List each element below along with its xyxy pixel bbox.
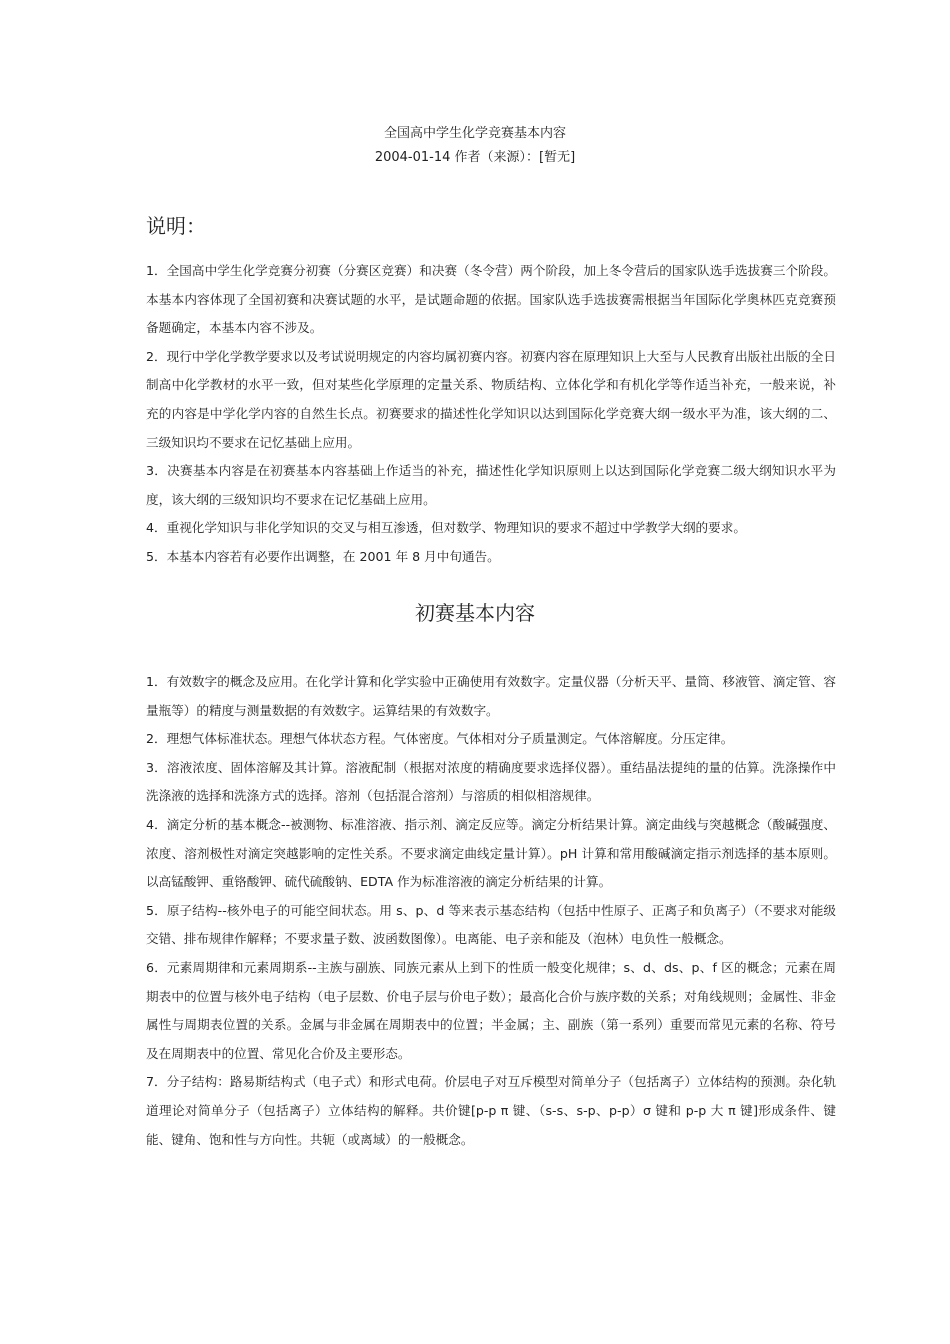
intro-item: 2．现行中学化学教学要求以及考试说明规定的内容均属初赛内容。初赛内容在原理知识上大至与人民教育出版社出版的全日制高中化学教材的水平一致，但对某些化学原理的定量关系、物质结构、立体化学和有机化学等作适当补充，一般来说，补充的内容是中学化学内容的自然生长点。初赛要求的描述性化学知识以达到国际化学竞赛大纲一级水平为准，该大纲的二、三级知识均不要求在记忆基础上应用。: [146, 348, 836, 450]
document-title: 全国高中学生化学竞赛基本内容: [383, 126, 566, 141]
main-item: 2．理想气体标准状态。理想气体状态方程。气体密度。气体相对分子质量测定。气体溶解度。分压定律。: [146, 731, 734, 747]
intro-item: 5．本基本内容若有必要作出调整，在 2001 年 8 月中旬通告。: [146, 548, 500, 564]
intro-item: 1．全国高中学生化学竞赛分初赛（分赛区竞赛）和决赛（冬令营）两个阶段，加上冬令营后的国家队选手选拔赛三个阶段。本基本内容体现了全国初赛和决赛试题的水平，是试题命题的依据。国家队选手选拔赛需根据当年国际化学奥林匹克竞赛预备题确定，本基本内容不涉及。: [146, 263, 836, 336]
intro-item: 3．决赛基本内容是在初赛基本内容基础上作适当的补充，描述性化学知识原则上以达到国际化学竞赛二级大纲知识水平为度，该大纲的三级知识均不要求在记忆基础上应用。: [146, 463, 836, 507]
main-heading: 初赛基本内容: [415, 601, 535, 625]
intro-heading: 说明：: [146, 214, 206, 238]
document-meta: 2004-01-14 作者（来源）：[暂无]: [374, 150, 576, 165]
main-item: 1．有效数字的概念及应用。在化学计算和化学实验中正确使用有效数字。定量仪器（分析天平、量筒、移液管、滴定管、容量瓶等）的精度与测量数据的有效数字。运算结果的有效数字。: [146, 674, 836, 718]
intro-list: [146, 257, 836, 572]
main-item: 6．元素周期律和元素周期系--主族与副族、同族元素从上到下的性质一般变化规律；s、d、ds、p、f 区的概念；元素在周期表中的位置与核外电子结构（电子层数、价电子层与价电子数）；最高化合价与族序数的关系；对角线规则；金属性、非金属性与周期表位置的关系。金属与非金属在周期表中的位置；半金属；主、副族（第一系列）重要而常见元素的名称、符号及在周期表中的位置、常见化合价及主要形态。: [146, 959, 836, 1061]
main-item: 5．原子结构--核外电子的可能空间状态。用 s、p、d 等来表示基态结构（包括中性原子、正离子和负离子）（不要求对能级交错、排布规律作解释；不要求量子数、波函数图像）。电离能、电子亲和能及（泡林）电负性一般概念。: [146, 902, 836, 947]
main-item: 7．分子结构：路易斯结构式（电子式）和形式电荷。价层电子对互斥模型对简单分子（包括离子）立体结构的预测。杂化轨道理论对简单分子（包括离子）立体结构的解释。共价键[p-p π 键、（s-s、s-p、p-p）σ 键和 p-p 大 π 键]形成条件、键能、键角、饱和性与方向性。共轭（或离域）的一般概念。: [146, 1074, 836, 1147]
intro-item: 4．重视化学知识与非化学知识的交叉与相互渗透，但对数学、物理知识的要求不超过中学教学大纲的要求。: [146, 520, 746, 536]
main-item: 4．滴定分析的基本概念--被测物、标准溶液、指示剂、滴定反应等。滴定分析结果计算。滴定曲线与突越概念（酸碱强度、浓度、溶剂极性对滴定突越影响的定性关系。不要求滴定曲线定量计算）。pH 计算和常用酸碱滴定指示剂选择的基本原则。以高锰酸钾、重铬酸钾、硫代硫酸钠、EDTA 作为标准溶液的滴定分析结果的计算。: [146, 816, 836, 890]
main-list: [146, 668, 836, 1154]
main-item: 3．溶液浓度、固体溶解及其计算。溶液配制（根据对浓度的精确度要求选择仪器）。重结晶法提纯的量的估算。洗涤操作中洗涤液的选择和洗涤方式的选择。溶剂（包括混合溶剂）与溶质的相似相溶规律。: [146, 759, 836, 804]
